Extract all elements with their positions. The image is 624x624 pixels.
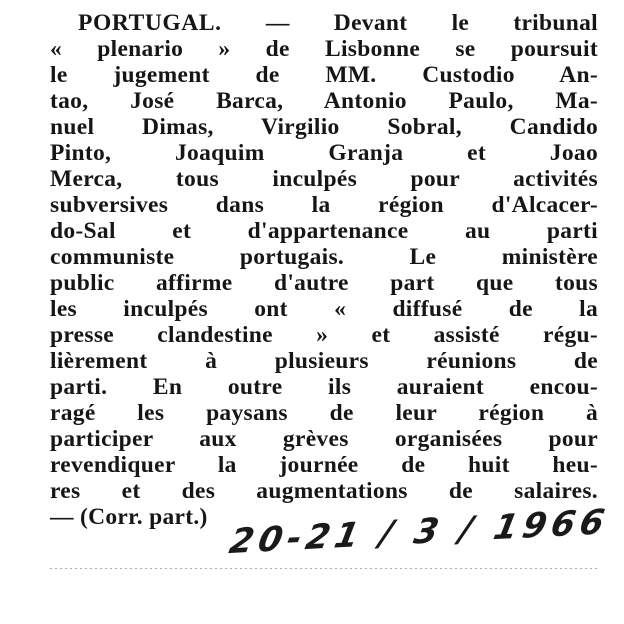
article-line: Pinto, Joaquim Granja et Joao [50,140,598,166]
handwritten-date: 20-21 / 3 / 1966 [226,501,613,563]
article-line: public affirme d'autre part que tous [50,270,598,296]
article-line: subversives dans la région d'Alcacer- [50,192,598,218]
article-line: « plenario » de Lisbonne se poursuit [50,36,598,62]
clipping-edge [50,568,598,569]
article-byline: — (Corr. part.) [50,504,208,530]
article-line: lièrement à plusieurs réunions de [50,348,598,374]
newspaper-clipping [50,10,613,580]
article-body [50,10,598,530]
article-line: revendiquer la journée de huit heu- [50,452,598,478]
article-line: nuel Dimas, Virgilio Sobral, Candido [50,114,598,140]
article-line: ragé les paysans de leur région à [50,400,598,426]
article-line: tao, José Barca, Antonio Paulo, Ma- [50,88,598,114]
article-headline: PORTUGAL. [78,10,222,36]
article-line: presse clandestine » et assisté régu- [50,322,598,348]
article-line: le jugement de MM. Custodio An- [50,62,598,88]
article-line: res et des augmentations de salaires. [50,478,598,504]
article-line: les inculpés ont « diffusé de la [50,296,598,322]
article-line: PORTUGAL. — Devant le tribunal [78,10,598,36]
article-line: participer aux grèves organisées pour [50,426,598,452]
article-line: Merca, tous inculpés pour activités [50,166,598,192]
article-line: communiste portugais. Le ministère [50,244,598,270]
article-line: do-Sal et d'appartenance au parti [50,218,598,244]
article-line: parti. En outre ils auraient encou- [50,374,598,400]
